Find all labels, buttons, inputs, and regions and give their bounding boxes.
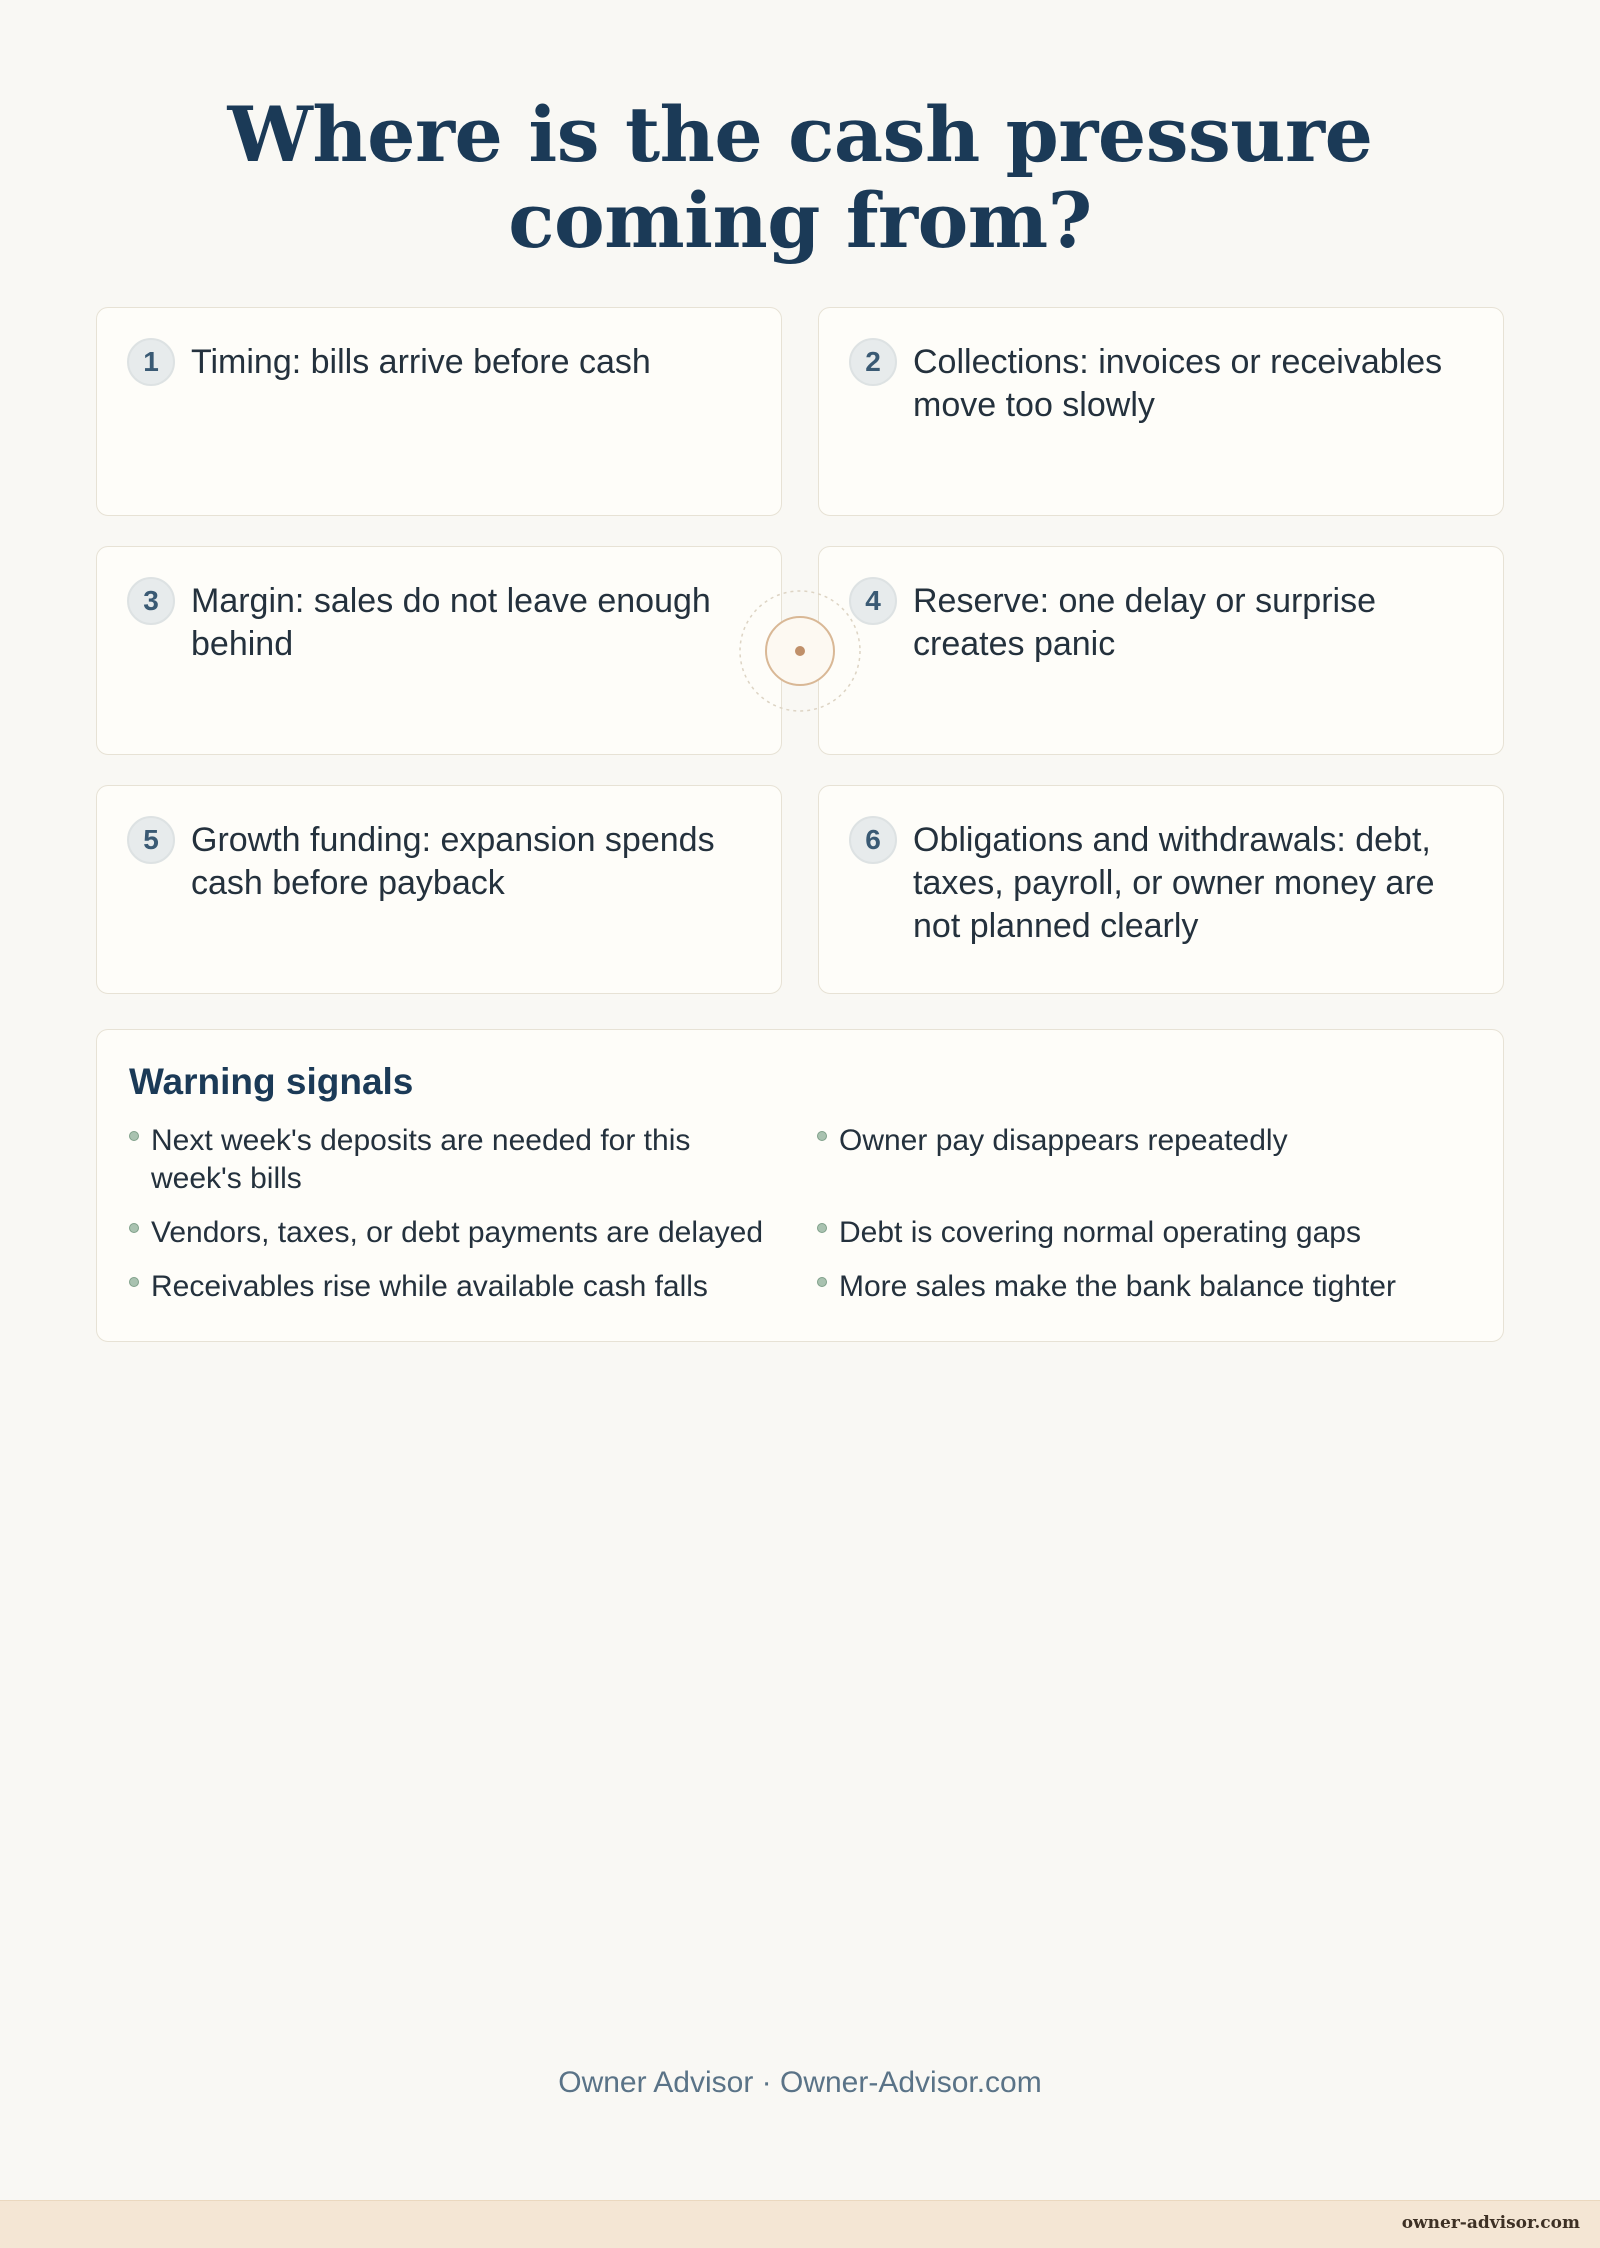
bullet-dot-icon: [129, 1223, 139, 1233]
signal-text: More sales make the bank balance tighter: [839, 1270, 1396, 1303]
bullet-dot-icon: [817, 1277, 827, 1287]
number-badge: 3: [127, 577, 175, 625]
signal-text: Next week's deposits are needed for this week's bills: [151, 1124, 691, 1195]
bottom-bar: [0, 2200, 1600, 2248]
number-badge: 2: [849, 338, 897, 386]
list-item: [817, 1214, 1505, 1252]
number-badge: 4: [849, 577, 897, 625]
bottom-domain-link[interactable]: owner-advisor.com: [1401, 2213, 1580, 2233]
bullet-dot-icon: [129, 1277, 139, 1287]
cause-card: [96, 307, 782, 516]
warning-signals-panel: [96, 1029, 1504, 1342]
signal-text: Debt is covering normal operating gaps: [839, 1216, 1361, 1249]
footer-credit: Owner Advisor · Owner-Advisor.com: [558, 2066, 1042, 2099]
list-item: [129, 1268, 817, 1306]
list-item: [129, 1122, 817, 1198]
signal-text: Owner pay disappears repeatedly: [839, 1124, 1288, 1157]
cause-text: Reserve: one delay or surprise creates panic: [913, 582, 1377, 663]
number-badge: 6: [849, 816, 897, 864]
warning-signals-list: [129, 1122, 1471, 1306]
cause-card: [96, 785, 782, 994]
list-item: [817, 1122, 1505, 1198]
signal-text: Vendors, taxes, or debt payments are delayed: [151, 1216, 764, 1249]
list-item: [129, 1214, 817, 1252]
list-item: [817, 1268, 1505, 1306]
number-badge: 5: [127, 816, 175, 864]
cause-card: [818, 546, 1504, 755]
cause-text: Collections: invoices or receivables move too slowly: [913, 343, 1443, 424]
cause-card: [818, 307, 1504, 516]
page-title: Where is the cash pressure coming from?: [227, 90, 1373, 265]
cause-text: Timing: bills arrive before cash: [191, 343, 651, 381]
cause-text: Growth funding: expansion spends cash before payback: [191, 821, 715, 902]
warning-signals-heading: Warning signals: [129, 1061, 414, 1102]
signal-text: Receivables rise while available cash falls: [151, 1270, 708, 1303]
number-badge: 1: [127, 338, 175, 386]
bullet-dot-icon: [817, 1223, 827, 1233]
cause-text: Margin: sales do not leave enough behind: [191, 582, 711, 663]
bullet-dot-icon: [129, 1131, 139, 1141]
cause-card: [96, 546, 782, 755]
bullet-dot-icon: [817, 1131, 827, 1141]
cause-cards: [96, 307, 1504, 994]
cause-text: Obligations and withdrawals: debt, taxes, payroll, or owner money are not planned clearly: [913, 821, 1435, 945]
cause-card: [818, 785, 1504, 994]
